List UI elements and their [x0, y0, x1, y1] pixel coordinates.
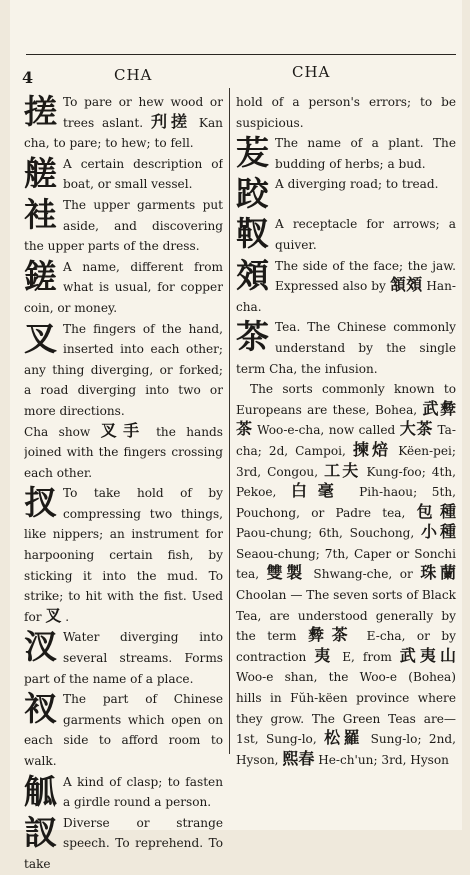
entry-definition-cont: Han-cha. — [236, 279, 456, 314]
entry-character: 扠 — [24, 483, 57, 523]
entry-character: 汊 — [24, 627, 57, 667]
dictionary-entry — [24, 689, 223, 771]
inline-character: 夷 — [314, 645, 335, 665]
entry-character: 衩 — [24, 689, 57, 729]
entry-definition: A name, different from what is usual, for copper coin, or money. — [24, 259, 223, 315]
dictionary-entry — [24, 92, 223, 154]
inline-character: 小種 — [421, 522, 456, 542]
entry-character: 艖 — [24, 153, 57, 193]
paragraph-text: Woo-e-cha, now called — [252, 423, 400, 438]
dictionary-entry — [236, 256, 456, 318]
continuation-text: hold of a person's errors; to be suspicious. — [236, 95, 456, 130]
page-number: 4 — [22, 68, 34, 87]
entry-definition: Water diverging into several streams. Forms part of the name of a place. — [24, 630, 223, 686]
inline-character: 武彜茶 — [236, 398, 456, 439]
inline-character: 武夷山 — [399, 645, 456, 665]
entry-definition: the hands joined with the fingers crossing each other. — [24, 424, 223, 480]
dictionary-entry — [24, 422, 223, 484]
dictionary-entry — [236, 174, 456, 214]
entry-definition: A certain description of boat, or small vessel. — [63, 156, 223, 192]
paragraph-text: E, from — [334, 649, 400, 664]
inline-character: 松羅 — [324, 728, 364, 748]
inline-character: 珠蘭 — [420, 563, 456, 583]
entry-definition: To take hold of by compressing two things, like nippers; an instrument for harpooning certain fish, by sticking it into the mud. To strike; to hit with the fist. Used for — [24, 486, 223, 624]
dictionary-entry — [24, 154, 223, 195]
entry-definition: The upper garments put aside, and discovering the upper parts of the dress. — [24, 197, 223, 254]
inline-character: 包種 — [416, 501, 456, 521]
paragraph-text: Choolan — The seven sorts of Black Tea, are understood generally by the term — [236, 588, 456, 644]
paragraph-text: Pih-haou; 5th, Pouchong, or Padre tea, — [236, 485, 456, 520]
dictionary-entry — [24, 257, 223, 319]
entry-character: 訍 — [24, 812, 57, 852]
entry-character: 叉 — [24, 318, 57, 358]
top-rule — [26, 54, 456, 55]
entry-definition: The side of the face; the jaw. Expressed also by — [275, 258, 456, 294]
right-column — [236, 92, 456, 770]
paragraph-text: Paou-chung; 6th, Souchong, — [236, 526, 422, 541]
inline-character: 刋搓 — [150, 111, 192, 131]
paragraph-text: Kung-foo; 4th, Pekoe, — [236, 464, 456, 500]
entry-character: 袿 — [24, 194, 57, 234]
entry-prefix: Cha show — [24, 424, 91, 439]
paragraph-text: Seaou-chung; 7th, Caper or Sonchi tea, — [236, 546, 456, 582]
dictionary-entry — [24, 483, 223, 627]
inline-character: 工夫 — [324, 460, 361, 480]
inline-character: 頷頝 — [389, 275, 423, 295]
entry-definition: A kind of clasp; to fasten a girdle round a person. — [63, 774, 223, 810]
paragraph-text: Ta-cha; 2d, Campoi, — [236, 423, 456, 458]
running-head-right: CHA — [292, 63, 331, 81]
inline-character: 叉手 — [100, 421, 146, 440]
inline-character: 大茶 — [399, 419, 434, 439]
paragraph-text: E-cha, or by contraction — [236, 629, 456, 664]
entry-definition-cont: Kan cha, to pare; to hew; to fell. — [24, 115, 223, 151]
dictionary-entry — [24, 813, 223, 875]
inline-character: 熙春 — [282, 748, 315, 768]
entry-character: 鎈 — [24, 256, 57, 296]
entry-character: 苃 — [236, 133, 269, 173]
paragraph-text: Woo-e shan, the Woo-e (Bohea) hills in Fŭh-këen province where they grow. The Green Teas are—1st, Sung-lo, — [236, 670, 456, 747]
right-entries — [236, 133, 456, 379]
entry-definition: A diverging road; to tread. — [275, 177, 439, 192]
entry-character: 觚 — [24, 771, 57, 811]
dictionary-entry — [236, 133, 456, 174]
dictionary-entry — [236, 317, 456, 379]
inline-character: 彜茶 — [307, 625, 356, 645]
entry-definition: A receptacle for arrows; a quiver. — [275, 217, 456, 252]
column-divider — [229, 88, 230, 754]
entry-character: 頝 — [236, 255, 269, 295]
paragraph-text: Këen-pei; 3rd, Congou, — [236, 443, 456, 479]
entry-character: 靫 — [236, 214, 269, 254]
inline-character: 白毫 — [290, 481, 345, 501]
entry-definition: Tea. The Chinese commonly understand by the single term Cha, the infusion. — [236, 320, 456, 376]
dictionary-entry — [24, 319, 223, 422]
paragraph-text: The sorts commonly known to Europeans are these, Bohea, — [236, 382, 456, 417]
inline-character: 揀焙 — [352, 439, 392, 459]
entry-character: 跤 — [236, 174, 269, 214]
entry-definition: The name of a plant. The budding of herbs; a bud. — [275, 136, 456, 171]
entry-definition-cont: . — [65, 609, 70, 624]
tea-paragraph — [236, 379, 456, 770]
inline-character: 雙製 — [266, 563, 306, 583]
running-head-left: CHA — [114, 66, 153, 84]
paragraph-text: Sung-lo; 2nd, Hyson, — [236, 732, 456, 767]
entry-character: 茶 — [236, 317, 269, 357]
entry-definition: The fingers of the hand, inserted into each other; any thing diverging, or forked; a road diverging into two or more directions. — [24, 321, 223, 418]
paragraph-text: He-ch'un; 3rd, Hyson — [314, 752, 449, 767]
dictionary-entry — [24, 195, 223, 257]
entry-definition: Diverse or strange speech. To reprehend. To take — [24, 815, 223, 871]
inline-character: 叉 — [45, 605, 62, 625]
paragraph-text: Shwang-che, or — [305, 567, 421, 582]
dictionary-entry — [24, 627, 223, 689]
entry-definition: The part of Chinese garments which open on each side to afford room to walk. — [24, 692, 223, 768]
entry-character: 搓 — [24, 92, 57, 131]
book-page — [10, 0, 462, 871]
entry-definition: To pare or hew wood or trees aslant. — [63, 95, 223, 130]
dictionary-entry — [236, 214, 456, 255]
dictionary-entry — [24, 772, 223, 813]
left-column — [24, 92, 223, 875]
